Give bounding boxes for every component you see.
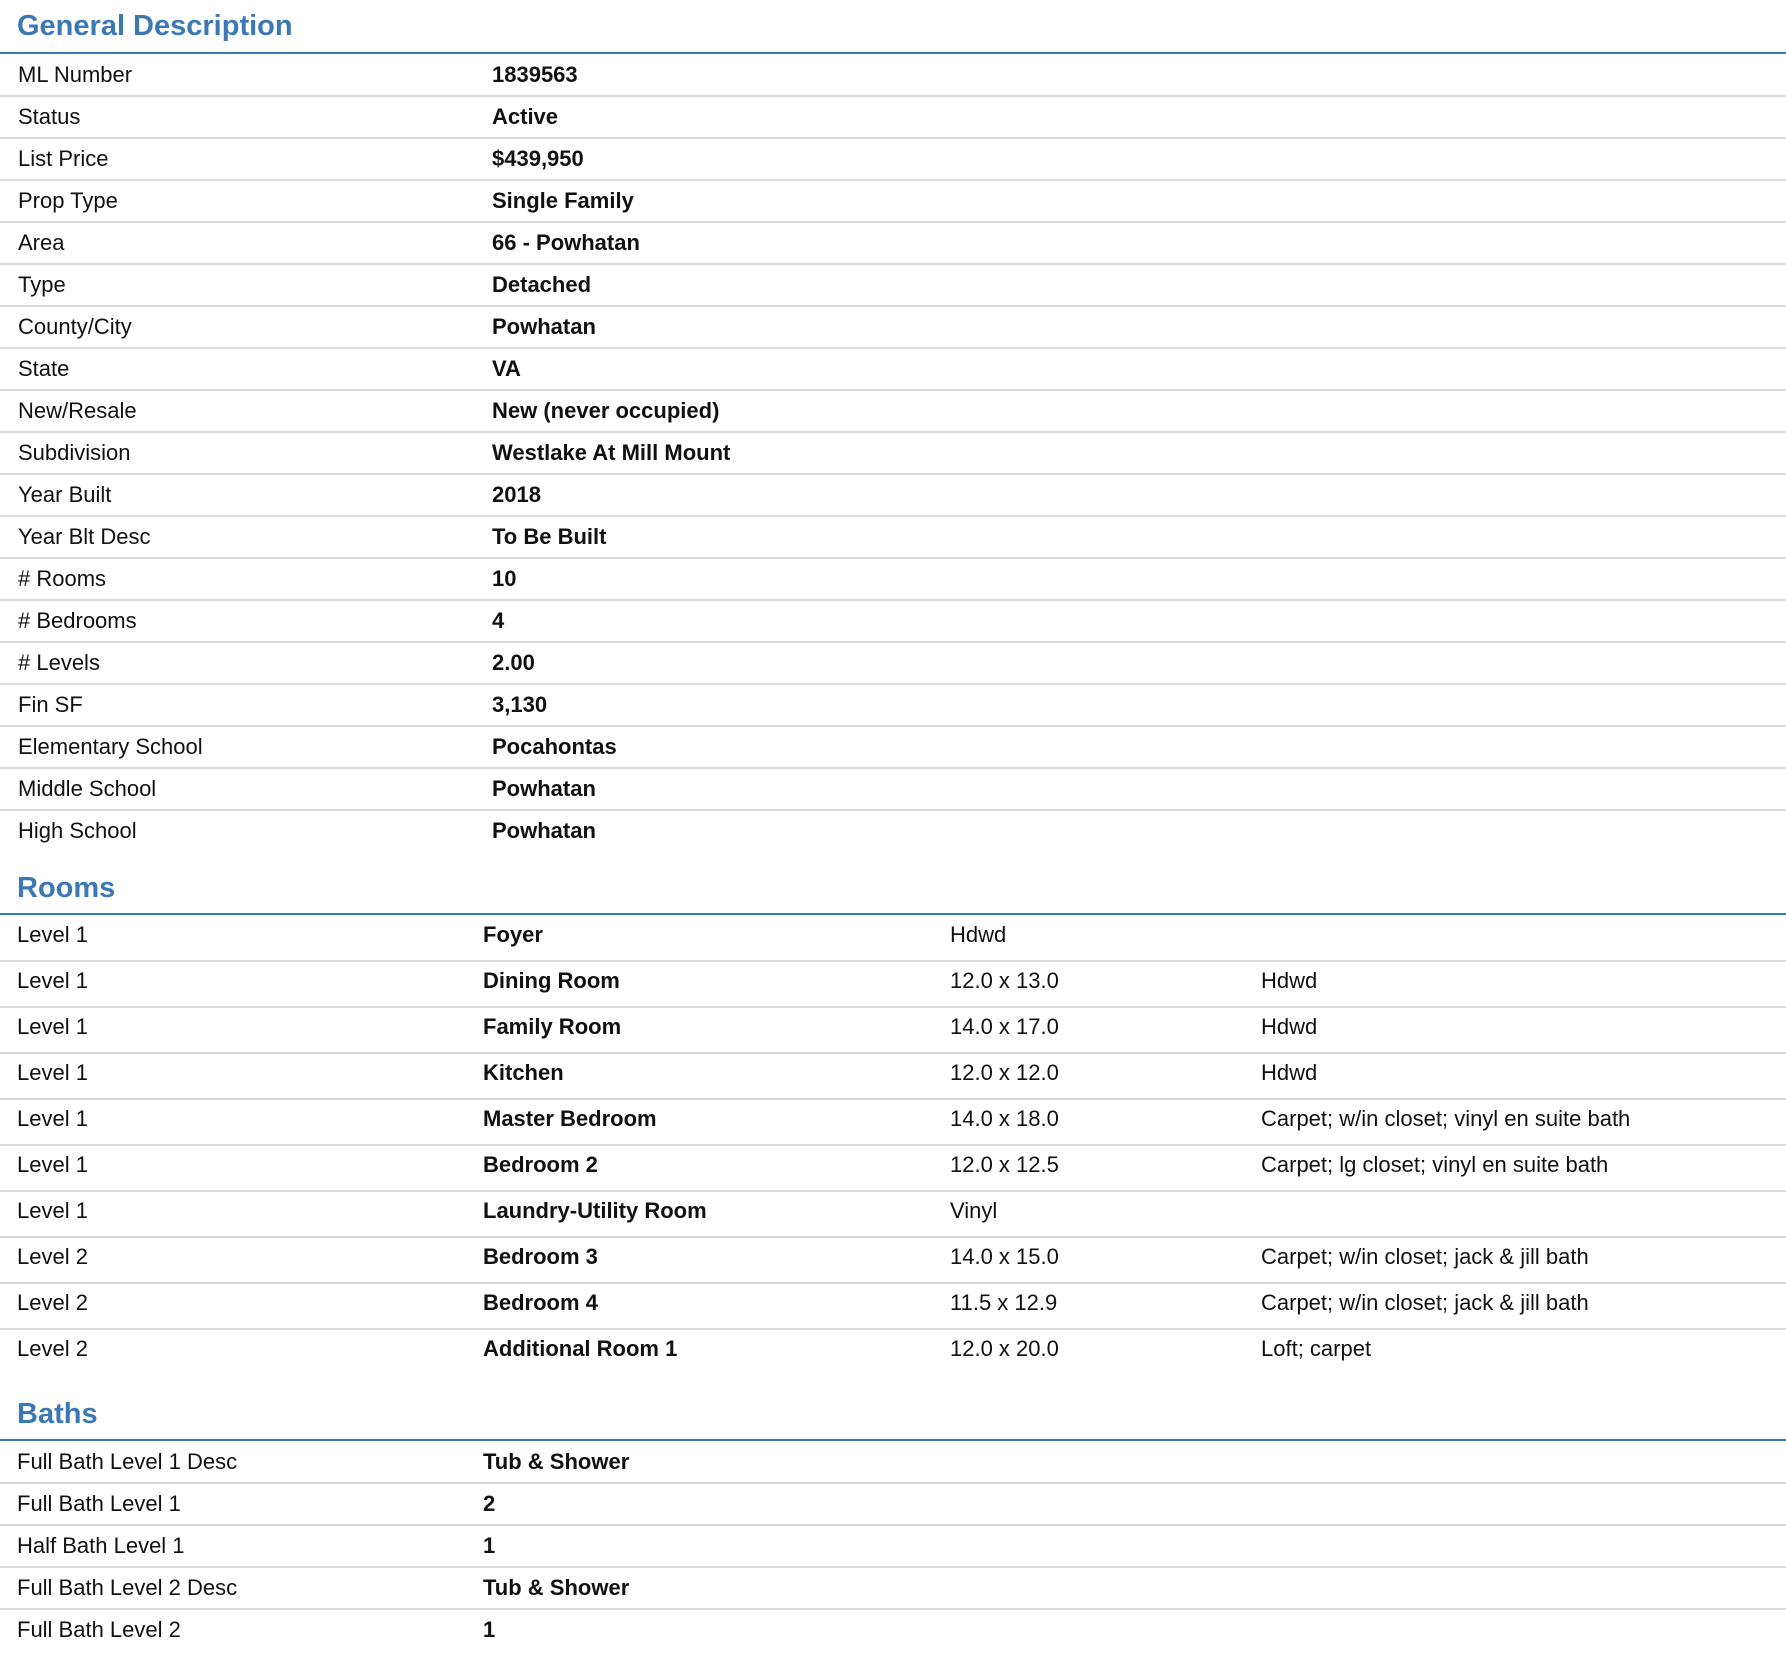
bath-value: 1 [483,1617,496,1642]
desc-label: # Rooms [18,566,107,591]
room-description: Carpet; w/in closet; jack & jill bath [1261,1244,1589,1269]
room-level: Level 1 [17,1152,88,1177]
bath-label: Full Bath Level 2 Desc [17,1575,238,1600]
room-dimensions: 14.0 x 17.0 [950,1014,1059,1039]
desc-row [0,391,1786,433]
room-name: Additional Room 1 [483,1336,678,1361]
desc-value: Powhatan [492,314,596,339]
desc-row [0,475,1786,517]
room-level: Level 1 [17,1014,88,1039]
desc-label: High School [18,818,137,843]
desc-value: New (never occupied) [492,398,720,423]
room-name: Bedroom 4 [483,1290,598,1315]
room-description: Carpet; lg closet; vinyl en suite bath [1261,1152,1609,1177]
desc-row [0,769,1786,811]
desc-value: Pocahontas [492,734,617,759]
room-level: Level 1 [17,922,88,947]
room-level: Level 1 [17,968,88,993]
general-description-rule [0,52,1786,54]
desc-row [0,727,1786,769]
baths-heading: Baths [17,1398,98,1430]
desc-row [0,55,1786,97]
room-description: Hdwd [1261,1060,1318,1085]
room-dimensions: 14.0 x 18.0 [950,1106,1059,1131]
rooms-heading: Rooms [17,872,116,904]
room-dimensions: 12.0 x 12.0 [950,1060,1059,1085]
desc-value: 2018 [492,482,541,507]
desc-row [0,811,1786,853]
desc-value: Active [492,104,559,129]
desc-label: # Levels [18,650,100,675]
room-name: Dining Room [483,968,620,993]
room-dimensions: 12.0 x 20.0 [950,1336,1059,1361]
room-dimensions: 12.0 x 13.0 [950,968,1059,993]
desc-label: Prop Type [18,188,118,213]
desc-label: Status [18,104,81,129]
desc-value: 2.00 [492,650,535,675]
bath-row [0,1568,1786,1610]
bath-value: Tub & Shower [483,1575,630,1600]
baths-rule [0,1439,1786,1441]
desc-value: Powhatan [492,776,596,801]
room-level: Level 2 [17,1244,88,1269]
desc-label: Elementary School [18,734,203,759]
room-dimensions: Hdwd [950,922,1007,947]
desc-value: 3,130 [492,692,548,717]
room-description: Hdwd [1261,968,1318,993]
room-row [0,1238,1786,1284]
desc-value: Westlake At Mill Mount [492,440,731,465]
desc-row [0,685,1786,727]
room-row [0,1054,1786,1100]
bath-value: 2 [483,1491,496,1516]
desc-label: Subdivision [18,440,131,465]
desc-label: List Price [18,146,109,171]
desc-row [0,601,1786,643]
room-dimensions: 11.5 x 12.9 [950,1290,1058,1315]
rooms-rule [0,913,1786,915]
bath-label: Full Bath Level 2 [17,1617,181,1642]
bath-label: Half Bath Level 1 [17,1533,185,1558]
desc-row [0,307,1786,349]
desc-value: $439,950 [492,146,584,171]
room-description: Hdwd [1261,1014,1318,1039]
desc-value: Powhatan [492,818,596,843]
desc-label: Fin SF [18,692,83,717]
bath-label: Full Bath Level 1 [17,1491,181,1516]
desc-value: 1839563 [492,62,578,87]
desc-label: Year Blt Desc [18,524,151,549]
room-level: Level 1 [17,1198,88,1223]
desc-value: 4 [492,608,505,633]
desc-row [0,265,1786,307]
desc-row [0,349,1786,391]
room-level: Level 1 [17,1106,88,1131]
room-name: Family Room [483,1014,622,1039]
baths-table [0,1442,1786,1652]
desc-value: 10 [492,566,517,591]
room-dimensions: 12.0 x 12.5 [950,1152,1059,1177]
desc-value: Single Family [492,188,634,213]
room-description: Carpet; w/in closet; jack & jill bath [1261,1290,1589,1315]
bath-value: 1 [483,1533,496,1558]
general-description-table [0,55,1786,853]
bath-value: Tub & Shower [483,1449,630,1474]
bath-label: Full Bath Level 1 Desc [17,1449,238,1474]
room-name: Bedroom 2 [483,1152,598,1177]
room-name: Master Bedroom [483,1106,657,1131]
room-row [0,1100,1786,1146]
room-row [0,1330,1786,1376]
room-row [0,916,1786,962]
bath-row [0,1610,1786,1652]
rooms-table [0,916,1786,1376]
desc-label: New/Resale [18,398,137,423]
room-dimensions: Vinyl [950,1198,998,1223]
room-name: Bedroom 3 [483,1244,598,1269]
bath-row [0,1442,1786,1484]
room-row [0,962,1786,1008]
room-description: Carpet; w/in closet; vinyl en suite bath [1261,1106,1631,1131]
desc-label: Middle School [18,776,157,801]
desc-row [0,433,1786,475]
desc-row [0,643,1786,685]
room-name: Foyer [483,922,543,947]
desc-row [0,181,1786,223]
desc-value: Detached [492,272,592,297]
room-row [0,1146,1786,1192]
desc-row [0,223,1786,265]
room-row [0,1192,1786,1238]
desc-value: To Be Built [492,524,607,549]
general-description-heading: General Description [17,10,293,42]
room-name: Laundry-Utility Room [483,1198,707,1223]
desc-label: # Bedrooms [18,608,137,633]
desc-label: County/City [18,314,132,339]
room-dimensions: 14.0 x 15.0 [950,1244,1059,1269]
desc-label: Year Built [18,482,112,507]
desc-value: VA [492,356,521,381]
desc-row [0,139,1786,181]
desc-row [0,517,1786,559]
desc-label: State [18,356,70,381]
desc-label: Type [18,272,66,297]
bath-row [0,1484,1786,1526]
room-row [0,1284,1786,1330]
bath-row [0,1526,1786,1568]
desc-label: ML Number [18,62,133,87]
room-name: Kitchen [483,1060,564,1085]
room-row [0,1008,1786,1054]
room-description: Loft; carpet [1261,1336,1372,1361]
room-level: Level 2 [17,1336,88,1361]
desc-label: Area [18,230,65,255]
desc-value: 66 - Powhatan [492,230,640,255]
desc-row [0,559,1786,601]
room-level: Level 1 [17,1060,88,1085]
room-level: Level 2 [17,1290,88,1315]
desc-row [0,97,1786,139]
